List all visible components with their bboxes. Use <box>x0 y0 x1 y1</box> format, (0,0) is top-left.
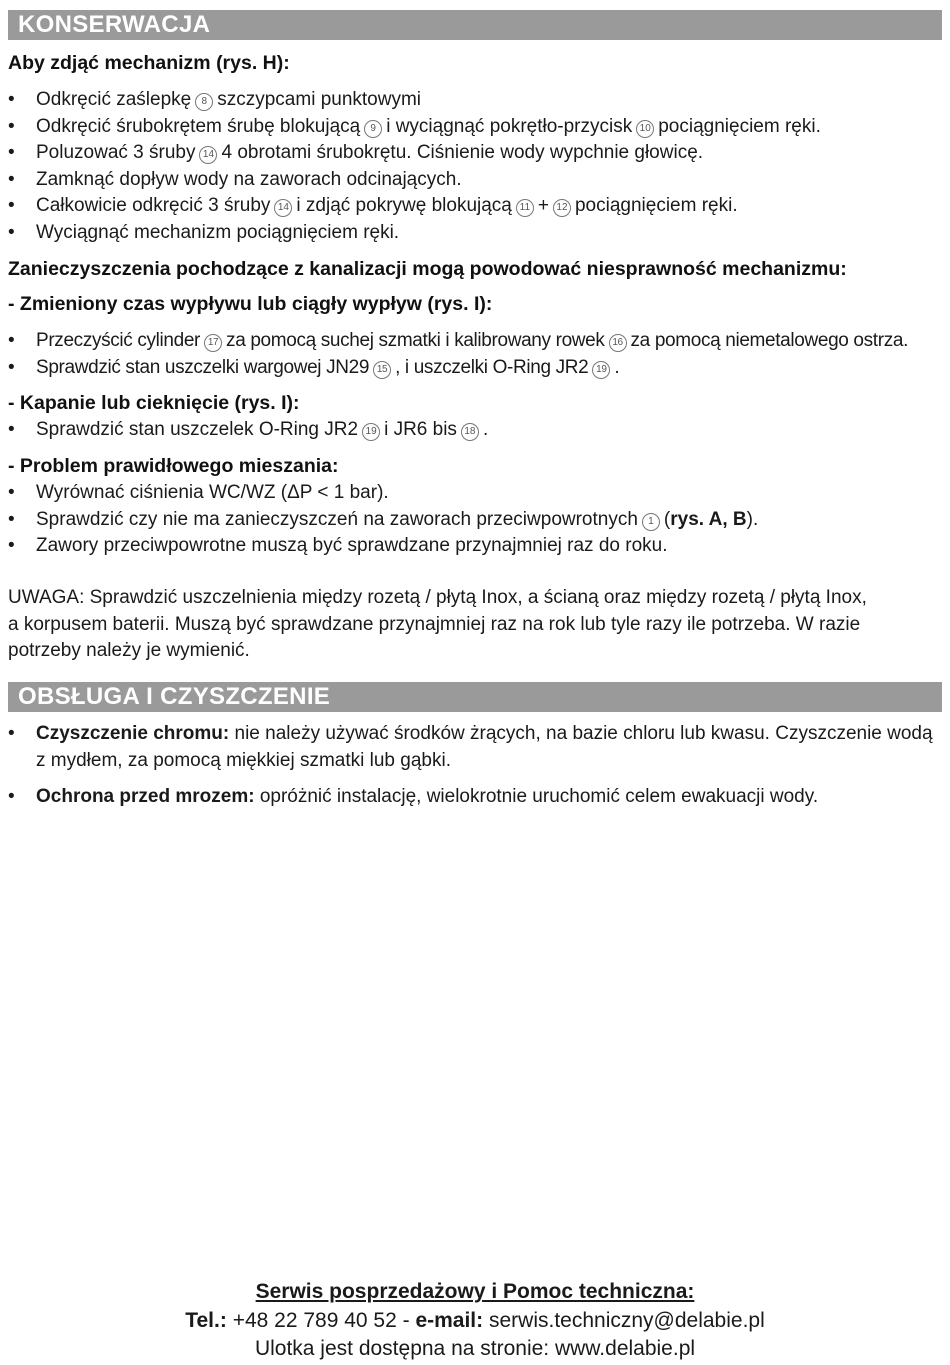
part-number-marker: 15 <box>373 361 391 379</box>
part-number-marker: 8 <box>195 93 213 111</box>
list-item: • Zawory przeciwpowrotne muszą być sprawdzane przynajmniej raz do roku. <box>8 533 758 560</box>
section-header-obsluga: OBSŁUGA I CZYSZCZENIE <box>8 682 942 712</box>
list-item: • Sprawdzić stan uszczelki wargowej JN29 15 , i uszczelki O-Ring JR2 19 . <box>8 355 908 382</box>
list-item: • Całkowicie odkręcić 3 śruby 14 i zdjąć pokrywę blokującą 11 + 12 pociągnięciem ręki. <box>8 193 821 220</box>
list-item: • Odkręcić zaślepkę 8 szczypcami punktowymi <box>8 87 821 114</box>
part-number-marker: 16 <box>609 334 627 352</box>
heading-flow-time: - Zmieniony czas wypływu lub ciągły wypływ (rys. I): <box>8 293 493 315</box>
part-number-marker: 9 <box>364 120 382 138</box>
care-list <box>8 721 938 821</box>
part-number-marker: 14 <box>274 199 292 217</box>
list-item: • Sprawdzić czy nie ma zanieczyszczeń na zaworach przeciwpowrotnych 1 (rys. A, B). <box>8 507 758 534</box>
list-item: • Przeczyścić cylinder 17 za pomocą suchej szmatki i kalibrowany rowek 16 za pomocą niemetalowego ostrza. <box>8 328 908 355</box>
remove-steps-list <box>8 87 821 246</box>
list-item: • Odkręcić śrubokrętem śrubę blokującą 9 i wyciągnąć pokrętło-przycisk 10 pociągnięciem ręki. <box>8 114 821 141</box>
footer-contact: Tel.: +48 22 789 40 52 - e-mail: serwis.techniczny@delabie.pl <box>185 1308 765 1332</box>
warning-note: UWAGA: Sprawdzić uszczelnienia między rozetą / płytą Inox, a ścianą oraz między rozetą / płytą Inox, a korpusem baterii. Muszą być sprawdzane przynajmniej raz na rok lub tyle razy ile potrzeba. W razie potrzeby należy je wymienić. <box>8 587 867 661</box>
email-link[interactable]: serwis.techniczny@delabie.pl <box>488 1308 765 1332</box>
part-number-marker: 11 <box>516 199 534 217</box>
list-item: • Wyciągnąć mechanizm pociągnięciem ręki. <box>8 220 821 247</box>
heading-contamination: Zanieczyszczenia pochodzące z kanalizacji mogą powodować niesprawność mechanizmu: <box>8 258 847 280</box>
part-number-marker: 17 <box>204 334 222 352</box>
footer-website[interactable]: Ulotka jest dostępna na stronie: www.delabie.pl <box>254 1337 696 1360</box>
part-number-marker: 1 <box>642 513 660 531</box>
dripping-list <box>8 417 488 444</box>
part-number-marker: 12 <box>553 199 571 217</box>
list-item: • Ochrona przed mrozem: opróżnić instalację, wielokrotnie uruchomić celem ewakuacji wody. <box>8 784 938 811</box>
list-item: • Wyrównać ciśnienia WC/WZ (ΔP < 1 bar). <box>8 480 758 507</box>
mixing-list <box>8 480 758 560</box>
part-number-marker: 18 <box>461 423 479 441</box>
part-number-marker: 10 <box>636 120 654 138</box>
list-item: • Zamknąć dopływ wody na zaworach odcinających. <box>8 167 821 194</box>
footer-title: Serwis posprzedażowy i Pomoc techniczna: <box>255 1280 695 1303</box>
section-header-konserwacja: KONSERWACJA <box>8 10 942 40</box>
part-number-marker: 14 <box>199 146 217 164</box>
list-item: • Czyszczenie chromu: nie należy używać środków żrących, na bazie chloru lub kwasu. Czyszczenie wodą z mydłem, za pomocą miękkiej szmatki lub gąbki. <box>8 721 938 774</box>
heading-dripping: - Kapanie lub cieknięcie (rys. I): <box>8 392 300 414</box>
heading-remove-mechanism: Aby zdjąć mechanizm (rys. H): <box>8 52 290 74</box>
service-footer <box>0 1278 950 1364</box>
flow-time-list <box>8 328 908 381</box>
list-item: • Poluzować 3 śruby 14 4 obrotami śrubokrętu. Ciśnienie wody wypchnie głowicę. <box>8 140 821 167</box>
heading-mixing: - Problem prawidłowego mieszania: <box>8 455 339 477</box>
list-item: • Sprawdzić stan uszczelek O-Ring JR2 19 i JR6 bis 18 . <box>8 417 488 444</box>
part-number-marker: 19 <box>362 423 380 441</box>
part-number-marker: 19 <box>592 361 610 379</box>
